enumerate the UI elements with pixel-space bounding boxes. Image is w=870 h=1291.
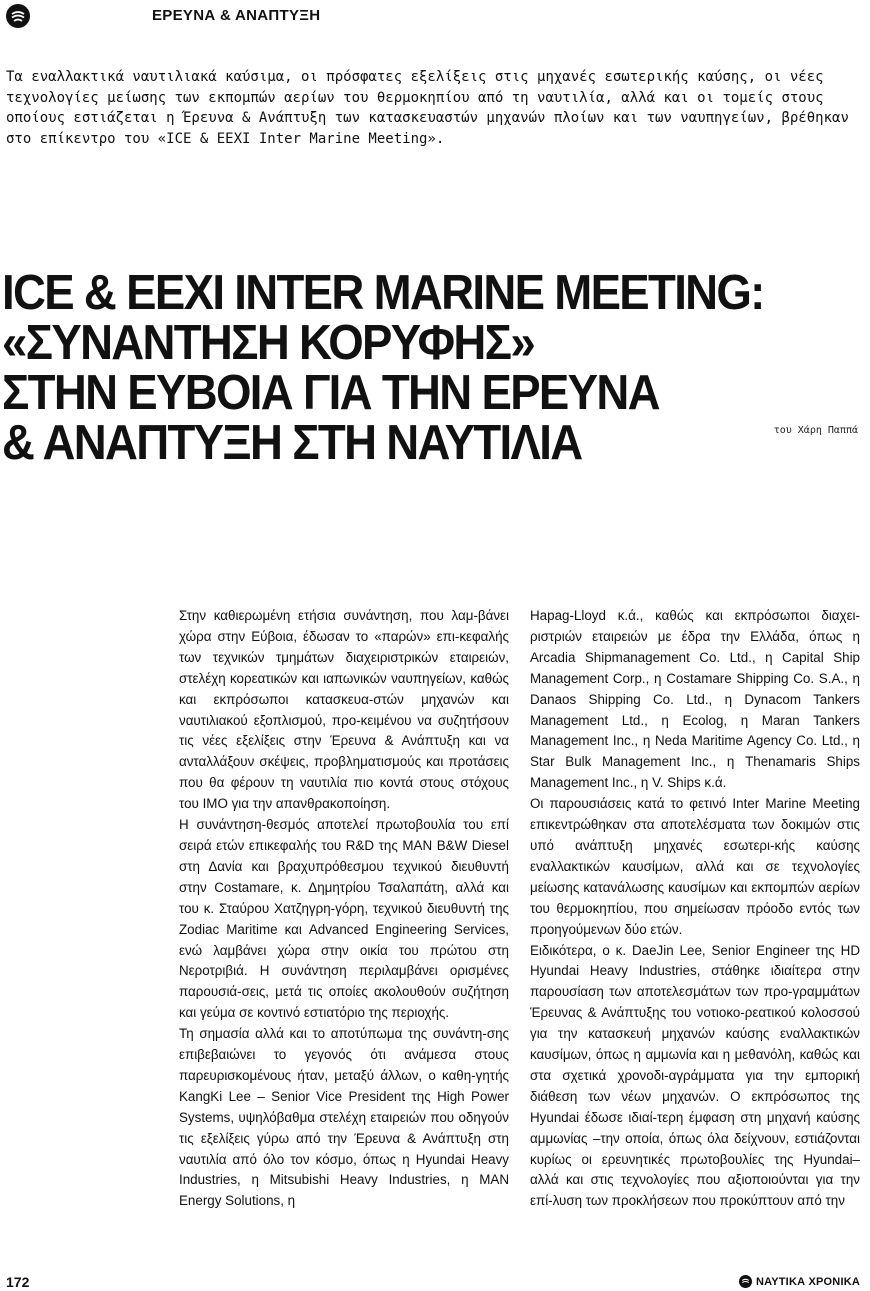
brand-name: ΝΑΥΤΙΚΑ ΧΡΟΝΙΚΑ [755, 1275, 860, 1288]
body-paragraph: Η συνάντηση-θεσμός αποτελεί πρωτοβουλία του επί σειρά ετών επικεφαλής του R&D της MAN B&W Diesel στη Δανία και βραχυπρόθεσμου τεχνικού διευθυντή στην Costamare, κ. Δημητρίου Τσαλαπάτη, αλλά και του κ. Σταύρου Χατζηγρη-γόρη, τεχνικού διευθυντή της Zodiac Maritime και Advanced Engineering Services, ενώ λαμβάνει χώρα στην οικία του πρώτου στη Νεροτριβιά. Η συνάντηση περιλαμβάνει ορισμένες παρουσιά-σεις, μετά τις οποίες ακολουθούν συζήτηση και γεύμα σε κοντινό εστιατόριο της περιοχής. [179, 817, 509, 1021]
headline-line-4: & ΑΝΑΠΤΥΞΗ ΣΤΗ ΝΑΥΤΙΛΙΑ [2, 416, 582, 470]
body-paragraph: Τη σημασία αλλά και το αποτύπωμα της συνάντη-σης επιβεβαιώνει το γεγονός ότι ανάμεσα στους παρευρισκομένους ήταν, μεταξύ άλλων, ο καθη-γητής KangKi Lee – Senior Vice President της High Power Systems, υψηλόβαθμα στελέχη εταιρειών που οδηγούν τις εξελίξεις γύρω από την Έρευνα & Ανάπτυξη στη ναυτιλία από όλο τον κόσμο, όπως η Hyundai Heavy Industries, η Mitsubishi Heavy Industries, η MAN Energy Solutions, η [179, 1026, 509, 1209]
lead-paragraph: Τα εναλλακτικά ναυτιλιακά καύσιμα, οι πρόσφατες εξελίξεις στις μηχανές εσωτερικής καύσης, οι νέες τεχνολογίες μείωσης των εκπομπών αερίων του θερμοκηπίου από τη ναυτιλία, αλλά και οι τομείς στους οποίους εστιάζεται η Έρευνα & Ανάπτυξη των κατασκευαστών μηχανών πλοίων και των ναυπηγείων, βρέθηκαν στο επίκεντρο του «ICE & EEXI Inter Marine Meeting». [6, 69, 849, 147]
page-number: 172 [6, 1274, 30, 1290]
footer-brand [739, 1275, 860, 1288]
magazine-logo-icon [6, 4, 30, 28]
body-column-right [530, 606, 860, 1212]
headline-line-1: ICE & EEXI INTER MARINE MEETING: [2, 266, 764, 320]
body-paragraph: Ειδικότερα, ο κ. DaeJin Lee, Senior Engineer της HD Hyundai Heavy Industries, στάθηκε ιδιαίτερα στην παρουσίαση των αποτελεσμάτων των προ-γραμμάτων Έρευνας & Ανάπτυξης του νοτιοκο-ρεατικού κολοσσού για την κατασκευή μηχανών καύσης εναλλακτικών καυσίμων, όπως η αμμωνία και η μεθανόλη, καθώς και στα σχετικά χρονοδι-αγράμματα για την εμπορική διάθεση των νέων μηχανών. Ο εκπρόσωπος της Hyundai έδωσε ιδιαί-τερη έμφαση στη μηχανή καύσης αμμωνίας –την οποία, όπως όλα δείχνουν, εστιάζονται κυρίως οι ερευνητικές πρωτοβουλίες της Hyundai– αλλά και στις τεχνολογίες που αξιοποιούνται για την επί-λυση των προκλήσεων που προκύπτουν από την [530, 942, 860, 1209]
body-paragraph: Στην καθιερωμένη ετήσια συνάντηση, που λαμ-βάνει χώρα στην Εύβοια, έδωσαν το «παρών» επι-κεφαλής των τεχνικών τμημάτων διαχειριστρικών εταιρειών, στελέχη κορεατικών και ιαπωνικών ναυπηγείων, καθώς και εκπρόσωποι κατασκευα-στών μηχανών και ναυτιλιακού εξοπλισμού, προ-κειμένου να συζητήσουν τις νέες εξελίξεις στην Έρευνα & Ανάπτυξη και να ανταλλάξουν σκέψεις, προβληματισμούς και προτάσεις που θα φέρουν τη ναυτιλία πιο κοντά στους στόχους του IMO για την απανθρακοποίηση. [179, 608, 509, 812]
body-column-left [179, 606, 509, 1212]
article-headline [2, 268, 821, 468]
author-byline: του Χάρη Παππά [773, 425, 858, 436]
section-label: ΕΡΕΥΝΑ & ΑΝΑΠΤΥΞΗ [152, 7, 321, 24]
headline-line-2: «ΣΥΝΑΝΤΗΣΗ ΚΟΡΥΦΗΣ» [2, 316, 535, 370]
headline-line-3: ΣΤΗΝ ΕΥΒΟΙΑ ΓΙΑ ΤΗΝ ΕΡΕΥΝΑ [2, 366, 659, 420]
body-paragraph: Οι παρουσιάσεις κατά το φετινό Inter Marine Meeting επικεντρώθηκαν στα αποτελέσματα των δοκιμών στις υπό ανάπτυξη μηχανές εσωτερι-κής καύσης εναλλακτικών καυσίμων, αλλά και σε τεχνολογίες μείωσης κατανάλωσης καυσίμων και εκπομπών αερίων του θερμοκηπίου, που σημείωσαν πρόοδο εντός των προηγούμενων δύο ετών. [530, 796, 860, 937]
brand-mark-icon [739, 1275, 752, 1288]
body-paragraph: Hapag-Lloyd κ.ά., καθώς και εκπρόσωποι διαχει-ριστριών εταιρειών με έδρα την Ελλάδα, όπως η Arcadia Shipmanagement Co. Ltd., η Capital Ship Management Corp., η Costamare Shipping Co. S.A., η Danaos Shipping Co. Ltd., η Dynacom Tankers Management Ltd., η Ecolog, η Maran Tankers Management Inc., η Neda Maritime Agency Co. Ltd., η Star Bulk Management Inc., η Thenamaris Ships Management Inc., η V. Ships κ.ά. [530, 608, 860, 791]
